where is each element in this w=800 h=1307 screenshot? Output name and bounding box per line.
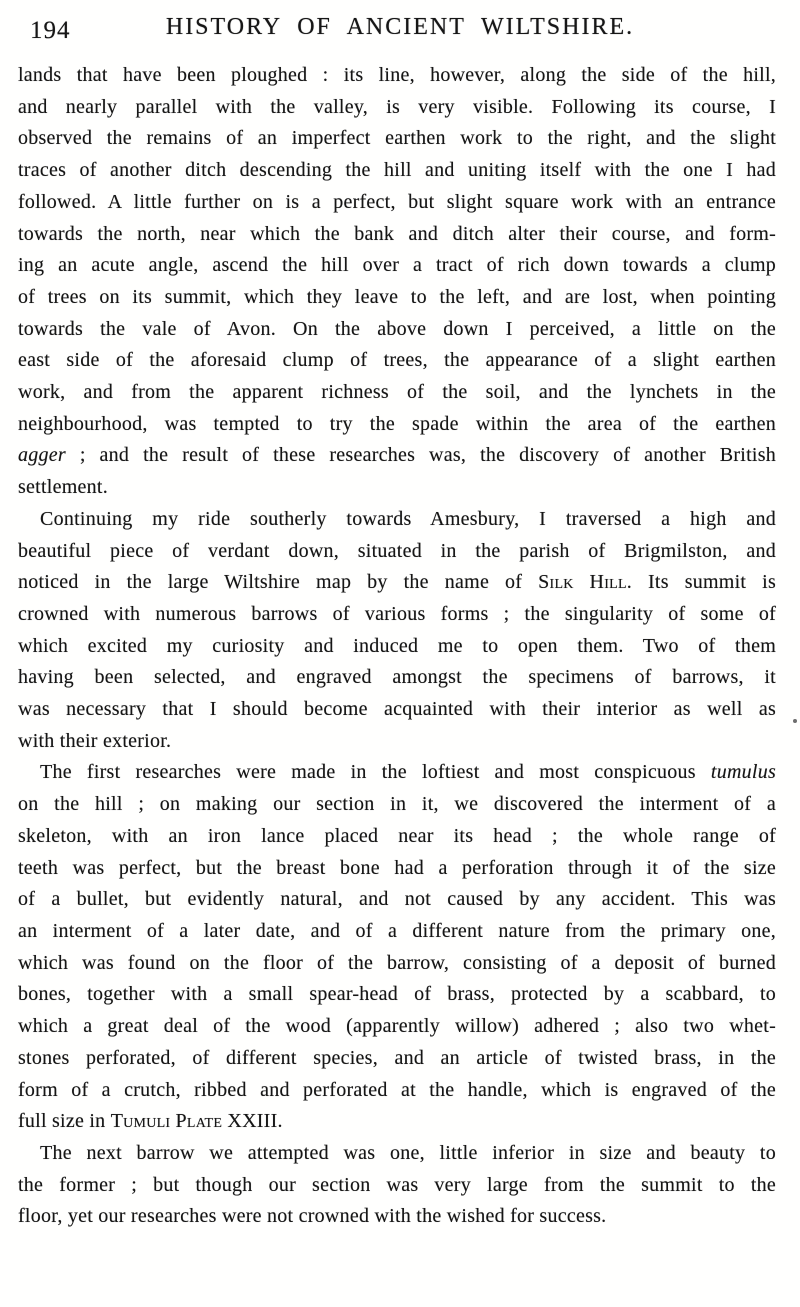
text-segment: floor, yet our researches were not crowned with the wished for success. (18, 1205, 607, 1228)
text-line (18, 821, 776, 853)
text-segment: observed the remains of an imperfect earthen work to the right, and the slight (18, 127, 776, 150)
text-line (18, 92, 776, 124)
text-segment: . Its summit is (626, 571, 777, 594)
text-segment: The next barrow we attempted was one, little inferior in size and beauty to (40, 1141, 776, 1164)
text-segment: form of a crutch, ribbed and perforated at the handle, which is engraved of the (18, 1078, 776, 1101)
text-segment: work, and from the apparent richness of the soil, and the lynchets in the (18, 381, 776, 404)
text-line (18, 948, 776, 980)
text-segment: teeth was perfect, but the breast bone had a perforation through it of the size (18, 856, 776, 879)
text-segment: east side of the aforesaid clump of trees, the appearance of a slight earthen (18, 349, 776, 372)
text-line (18, 504, 776, 536)
text-segment: ; and the result of these researches was, the discovery of another British (65, 444, 776, 467)
text-segment: with their exterior. (18, 729, 172, 752)
text-segment: the former ; but though our section was very large from the summit to the (18, 1173, 776, 1196)
text-line (18, 884, 776, 916)
text-segment: Continuing my ride southerly towards Amesbury, I traversed a high and (40, 507, 776, 530)
text-segment: crowned with numerous barrows of various forms ; the singularity of some of (18, 602, 776, 625)
text-line (18, 219, 776, 251)
text-segment: bones, together with a small spear-head of brass, protected by a scabbard, to (18, 983, 776, 1006)
text-line (18, 1170, 776, 1202)
text-line (18, 757, 776, 789)
text-line (18, 1201, 776, 1233)
text-line (18, 599, 776, 631)
text-segment: of a bullet, but evidently natural, and not caused by any accident. This was (18, 888, 776, 911)
text-segment: followed. A little further on is a perfect, but slight square work with an entrance (18, 190, 776, 213)
text-segment: skeleton, with an iron lance placed near its head ; the whole range of (18, 824, 776, 847)
text-segment: an interment of a later date, and of a different nature from the primary one, (18, 919, 776, 942)
scan-speck-icon (793, 719, 797, 723)
text-segment: neighbourhood, was tempted to try the spade within the area of the earthen (18, 412, 776, 435)
text-line (18, 631, 776, 663)
text-line (18, 187, 776, 219)
italic-text: tumulus (710, 761, 776, 784)
text-line (18, 123, 776, 155)
text-segment: noticed in the large Wiltshire map by the name of (18, 571, 539, 594)
smallcaps-text: Silk Hill (538, 571, 627, 594)
text-line (18, 567, 776, 599)
text-line (18, 1011, 776, 1043)
text-line (18, 282, 776, 314)
text-line (18, 472, 776, 504)
text-line (18, 694, 776, 726)
italic-text: agger (18, 444, 66, 467)
text-segment: which excited my curiosity and induced me to open them. Two of them (18, 634, 776, 657)
text-line (18, 1106, 776, 1138)
text-line (18, 409, 776, 441)
text-line (18, 1138, 776, 1170)
text-line (18, 60, 776, 92)
page-number: 194 (30, 17, 71, 44)
running-title: HISTORY OF ANCIENT WILTSHIRE. (165, 14, 635, 40)
text-line (18, 1043, 776, 1075)
text-line (18, 853, 776, 885)
text-line (18, 662, 776, 694)
text-segment: lands that have been ploughed : its line, however, along the side of the hill, (18, 64, 776, 86)
text-segment: and nearly parallel with the valley, is very visible. Following its course, I (18, 95, 776, 118)
text-line (18, 979, 776, 1011)
text-segment: having been selected, and engraved amongst the specimens of barrows, it (18, 666, 776, 689)
text-segment: XXIII. (222, 1110, 283, 1133)
text-line (18, 536, 776, 568)
text-segment: on the hill ; on making our section in it, we discovered the interment of a (18, 793, 776, 816)
text-line (18, 440, 776, 472)
text-segment: beautiful piece of verdant down, situated in the parish of Brigmilston, and (18, 539, 776, 562)
text-line (18, 726, 776, 758)
text-line (18, 314, 776, 346)
text-segment: towards the north, near which the bank and ditch alter their course, and form- (18, 222, 776, 245)
page-header (0, 14, 800, 48)
text-line (18, 1075, 776, 1107)
text-line (18, 377, 776, 409)
text-line (18, 916, 776, 948)
page-body (18, 60, 776, 1233)
text-segment: of trees on its summit, which they leave to the left, and are lost, when pointing (18, 285, 776, 308)
text-line (18, 155, 776, 187)
text-segment: which a great deal of the wood (apparently willow) adhered ; also two whet- (18, 1015, 776, 1038)
smallcaps-text: Tumuli Plate (110, 1110, 223, 1133)
text-line (18, 345, 776, 377)
text-segment: ing an acute angle, ascend the hill over a tract of rich down towards a clump (18, 254, 776, 277)
text-segment: stones perforated, of different species, and an article of twisted brass, in the (18, 1046, 776, 1069)
text-segment: full size in (18, 1110, 111, 1133)
text-segment: towards the vale of Avon. On the above down I perceived, a little on the (18, 317, 776, 340)
text-segment: was necessary that I should become acquainted with their interior as well as (18, 698, 776, 721)
text-segment: traces of another ditch descending the hill and uniting itself with the one I had (18, 159, 776, 182)
text-line (18, 250, 776, 282)
text-segment: The first researches were made in the loftiest and most conspicuous (40, 761, 711, 784)
text-segment: which was found on the floor of the barrow, consisting of a deposit of burned (18, 951, 776, 974)
text-segment: settlement. (18, 476, 108, 499)
text-line (18, 789, 776, 821)
